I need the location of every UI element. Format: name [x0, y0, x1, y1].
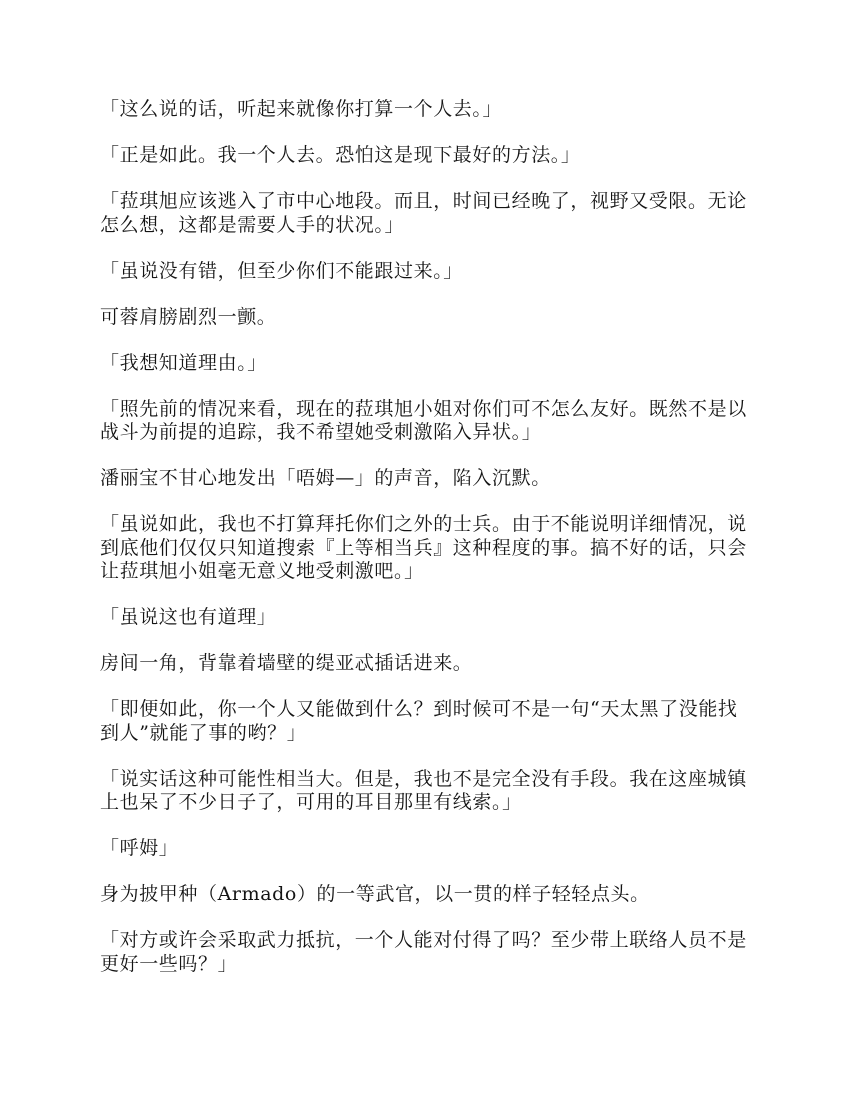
paragraph: 「即便如此，你一个人又能做到什么？到时候可不是一句“天太黑了没能找到人”就能了事的哟？」	[100, 698, 738, 744]
paragraph: 身为披甲种（Armado）的一等武官，以一贯的样子轻轻点头。	[100, 883, 650, 905]
paragraph: 「我想知道理由。」	[100, 351, 267, 374]
paragraph: 「菈琪旭应该逃入了市中心地段。而且，时间已经晚了，视野又受限。无论怎么想，这都是需要人手的状况。」	[100, 190, 747, 236]
paragraph: 「对方或许会采取武力抵抗，一个人能对付得了吗？至少带上联络人员不是更好一些吗？」	[100, 929, 747, 975]
paragraph: 潘丽宝不甘心地发出「唔姆—」的声音，陷入沉默。	[100, 467, 551, 489]
paragraph: 「正是如此。我一个人去。恐怕这是现下最好的方法。」	[100, 144, 581, 166]
paragraph: 「说实话这种可能性相当大。但是，我也不是完全没有手段。我在这座城镇上也呆了不少日子了，可用的耳目那里有线索。」	[100, 767, 747, 813]
paragraph: 「虽说如此，我也不打算拜托你们之外的士兵。由于不能说明详细情况，说到底他们仅仅只知道搜索『上等相当兵』这种程度的事。搞不好的话，只会让菈琪旭小姐毫无意义地受刺激吧。」	[100, 513, 747, 582]
body-text	[100, 98, 752, 999]
paragraph: 「照先前的情况来看，现在的菈琪旭小姐对你们可不怎么友好。既然不是以战斗为前提的追踪，我不希望她受刺激陷入异状。」	[100, 397, 747, 443]
paragraph: 可蓉肩膀剧烈一颤。	[100, 305, 277, 328]
paragraph: 「呼姆」	[100, 837, 179, 859]
paragraph: 房间一角，背靠着墙壁的缇亚忒插话进来。	[100, 652, 473, 674]
paragraph: 「虽说没有错，但至少你们不能跟过来。」	[100, 259, 463, 282]
paragraph: 「虽说这也有道理」	[100, 606, 277, 628]
paragraph: 「这么说的话，听起来就像你打算一个人去。」	[100, 98, 503, 120]
